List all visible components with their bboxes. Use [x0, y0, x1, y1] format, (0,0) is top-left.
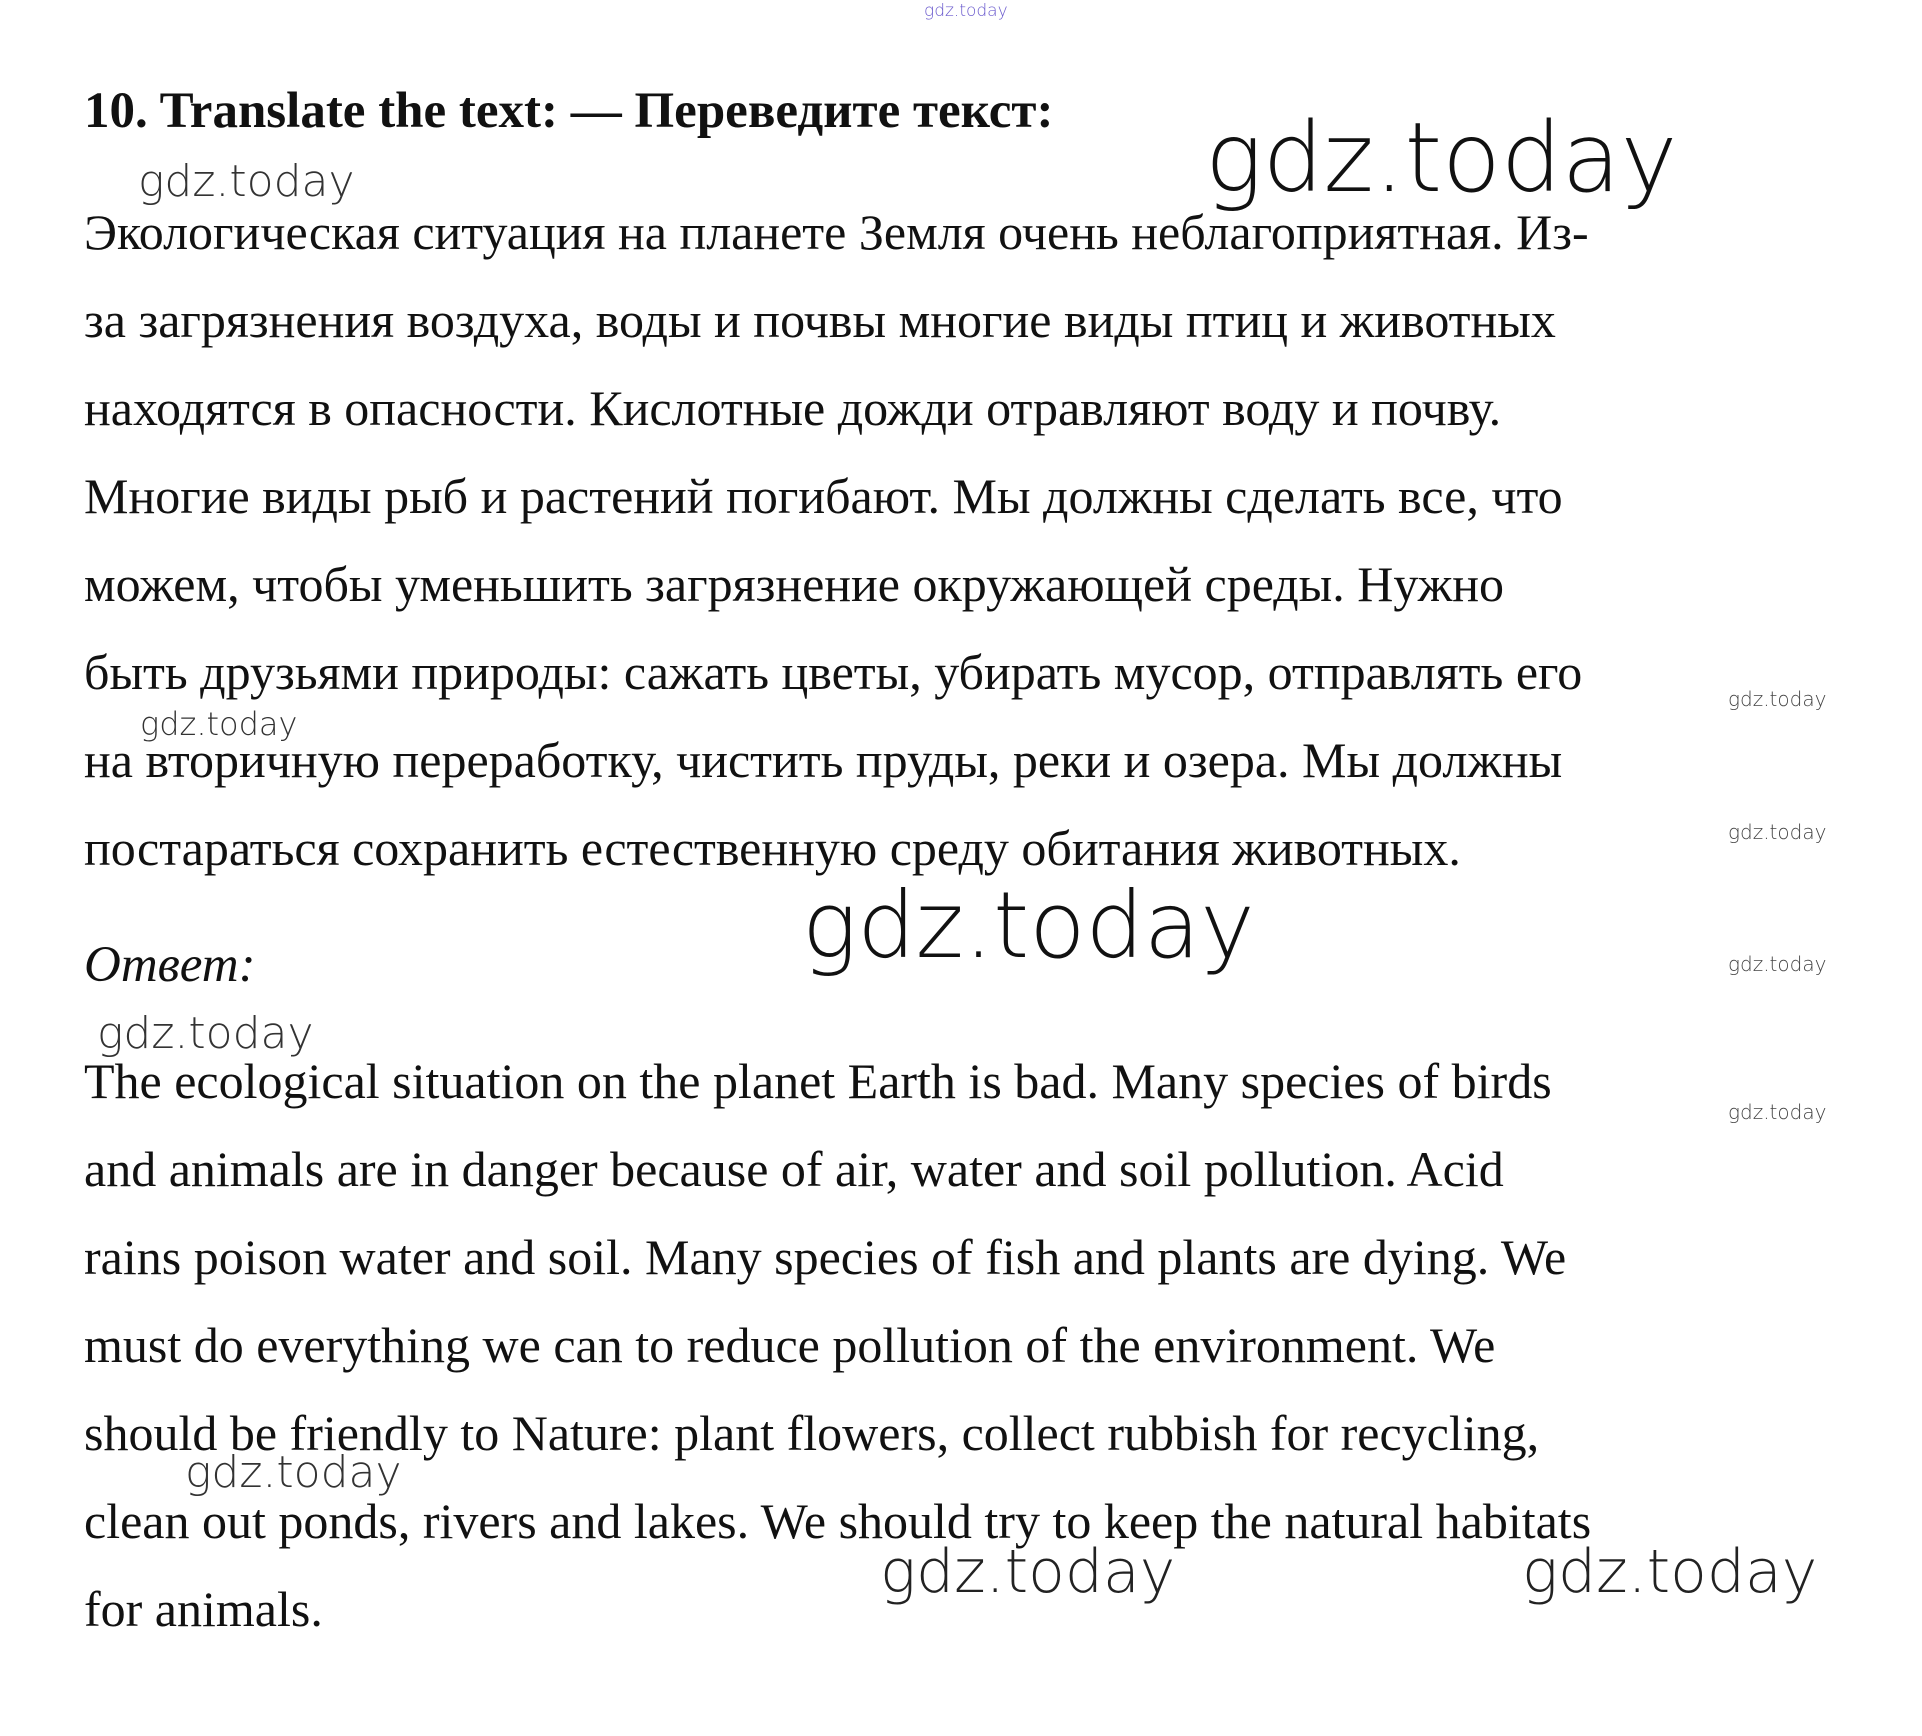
watermark: gdz.today	[1205, 102, 1678, 214]
russian-line: постараться сохранить естественную среду обитания животных.	[84, 820, 1461, 876]
russian-line: на вторичную переработку, чистить пруды, реки и озера. Мы должны	[84, 732, 1563, 788]
russian-line: быть друзьями природы: сажать цветы, убирать мусор, отправлять его	[84, 644, 1583, 700]
russian-line: Многие виды рыб и растений погибают. Мы должны сделать все, что	[84, 468, 1563, 524]
watermark: gdz.today	[1522, 1537, 1818, 1607]
watermark: gdz.today	[140, 705, 298, 743]
watermark: gdz.today	[138, 156, 355, 207]
russian-line: Экологическая ситуация на планете Земля очень неблагоприятная. Из-	[84, 204, 1589, 260]
answer-line: The ecological situation on the planet Earth is bad. Many species of birds	[84, 1053, 1552, 1109]
answer-line: for animals.	[84, 1581, 323, 1637]
russian-line: находятся в опасности. Кислотные дожди отравляют воду и почву.	[84, 380, 1502, 436]
answer-label: Ответ:	[84, 937, 256, 993]
watermark: gdz.today	[880, 1537, 1176, 1607]
answer-line: clean out ponds, rivers and lakes. We should try to keep the natural habitats	[84, 1493, 1592, 1549]
answer-line: should be friendly to Nature: plant flowers, collect rubbish for recycling,	[84, 1405, 1540, 1461]
watermark: gdz.today	[802, 872, 1255, 979]
watermark: gdz.today	[1728, 820, 1827, 844]
watermark: gdz.today	[1728, 952, 1827, 976]
russian-line: за загрязнения воздуха, воды и почвы многие виды птиц и животных	[84, 292, 1556, 348]
answer-line: and animals are in danger because of air, water and soil pollution. Acid	[84, 1141, 1504, 1197]
russian-line: можем, чтобы уменьшить загрязнение окружающей среды. Нужно	[84, 556, 1505, 612]
top-watermark: gdz.today	[924, 1, 1008, 21]
watermark: gdz.today	[1728, 687, 1827, 711]
answer-line: rains poison water and soil. Many species of fish and plants are dying. We	[84, 1229, 1567, 1285]
task-heading: 10. Translate the text: — Переведите текст:	[84, 83, 1054, 139]
watermark: gdz.today	[97, 1008, 314, 1059]
watermark: gdz.today	[185, 1447, 402, 1498]
answer-line: must do everything we can to reduce pollution of the environment. We	[84, 1317, 1496, 1373]
watermark: gdz.today	[1728, 1100, 1827, 1124]
